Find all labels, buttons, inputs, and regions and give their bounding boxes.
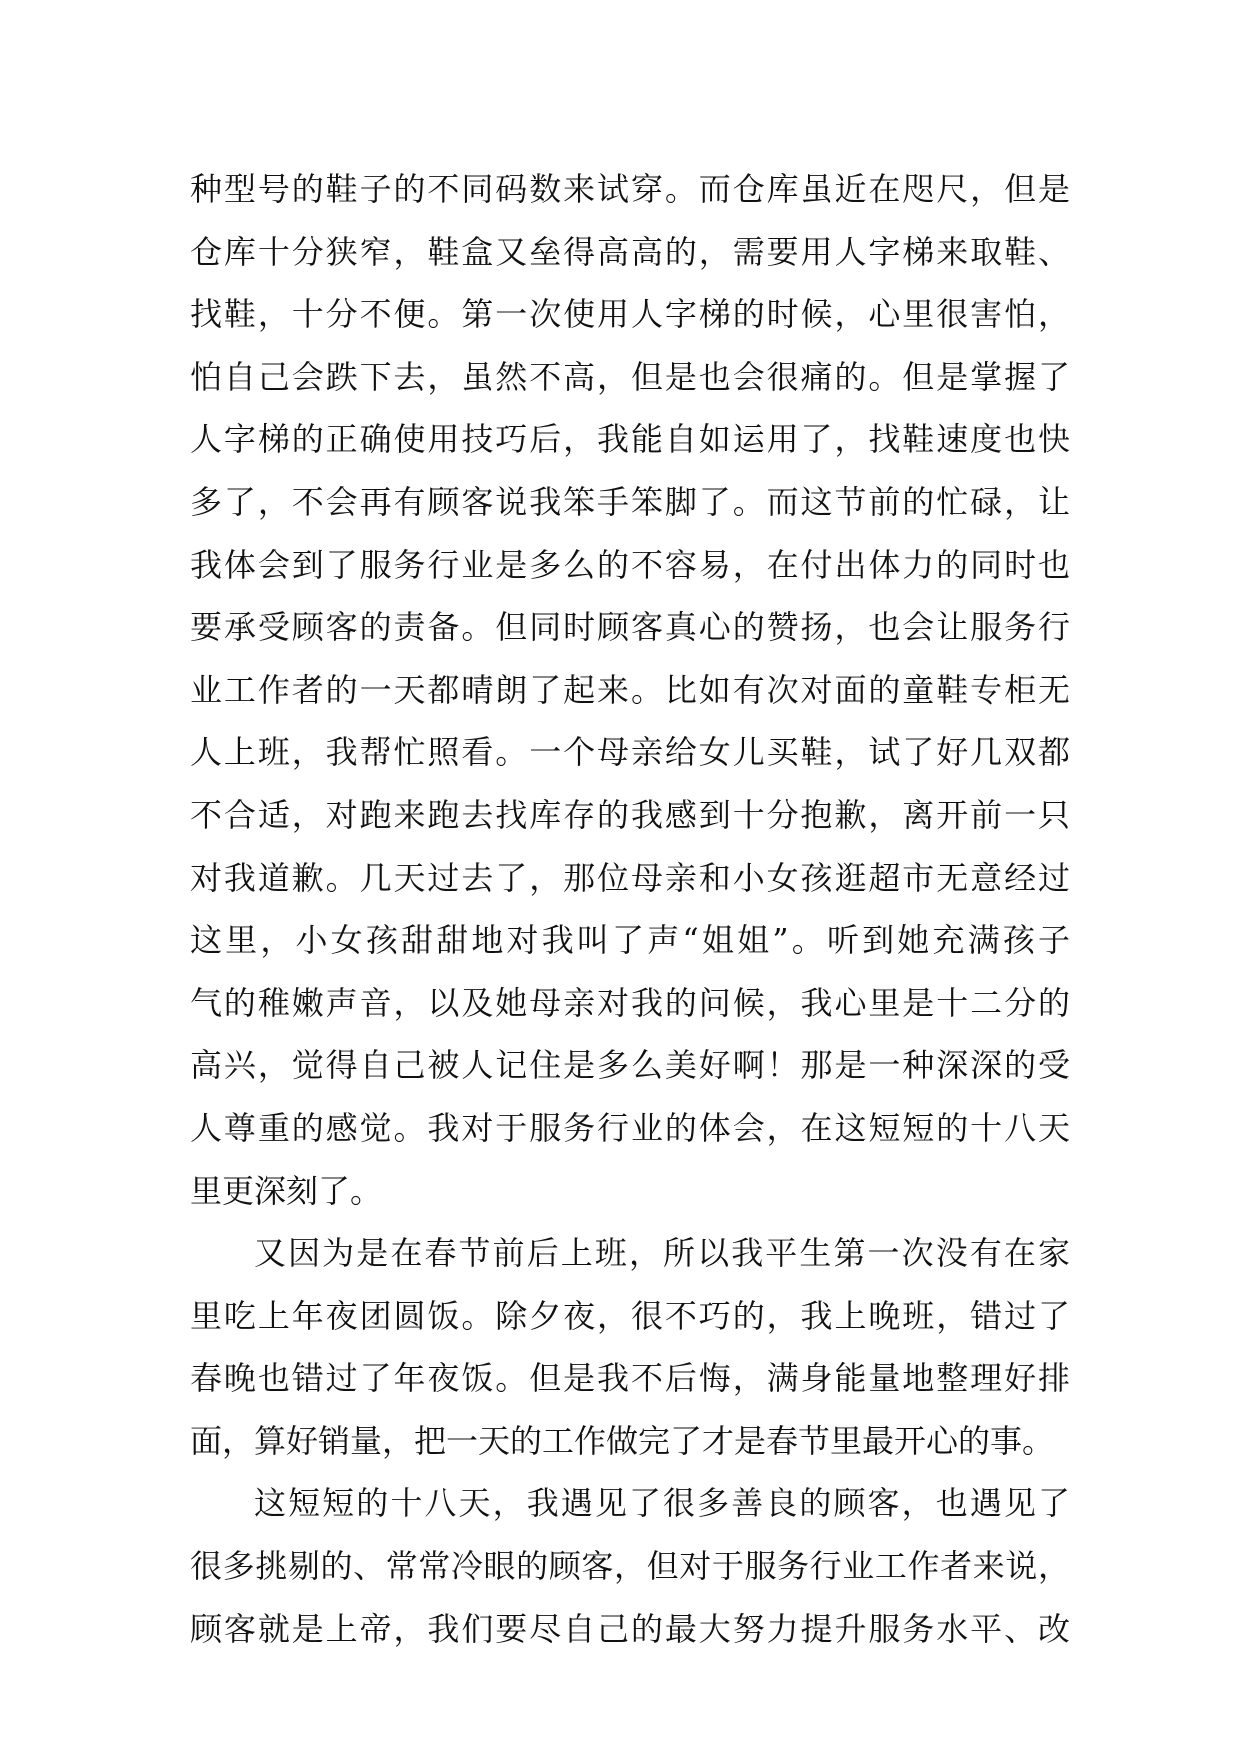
text-line: 这里，小女孩甜甜地对我叫了声“姐姐”。听到她充满孩子 [190, 921, 1070, 960]
text-line: 要承受顾客的责备。但同时顾客真心的赞扬，也会让服务行 [190, 608, 1070, 647]
text-line: 春晚也错过了年夜饭。但是我不后悔，满身能量地整理好排 [190, 1359, 1070, 1398]
text-line: 里更深刻了。 [190, 1171, 383, 1210]
text-line: 找鞋，十分不便。第一次使用人字梯的时候，心里很害怕， [190, 295, 1070, 334]
text-line: 很多挑剔的、常常冷眼的顾客，但对于服务行业工作者来说， [190, 1547, 1070, 1586]
text-line: 高兴，觉得自己被人记住是多么美好啊！那是一种深深的受 [190, 1046, 1070, 1085]
text-line: 种型号的鞋子的不同码数来试穿。而仓库虽近在咫尺，但是 [190, 170, 1070, 208]
text-line: 对我道歉。几天过去了，那位母亲和小女孩逛超市无意经过 [190, 858, 1070, 897]
text-line: 这短短的十八天，我遇见了很多善良的顾客，也遇见了 [254, 1484, 1070, 1523]
text-line: 仓库十分狭窄，鞋盒又垒得高高的，需要用人字梯来取鞋、 [190, 232, 1070, 271]
body-text [190, 158, 1070, 1660]
text-line: 多了，不会再有顾客说我笨手笨脚了。而这节前的忙碌，让 [190, 482, 1070, 521]
text-line: 人尊重的感觉。我对于服务行业的体会，在这短短的十八天 [190, 1108, 1070, 1147]
text-line: 里吃上年夜团圆饭。除夕夜，很不巧的，我上晚班，错过了 [190, 1296, 1070, 1335]
text-line: 人上班，我帮忙照看。一个母亲给女儿买鞋，试了好几双都 [190, 733, 1070, 772]
text-line: 我体会到了服务行业是多么的不容易，在付出体力的同时也 [190, 545, 1070, 584]
text-line: 不合适，对跑来跑去找库存的我感到十分抱歉，离开前一只 [190, 795, 1070, 834]
text-line: 怕自己会跌下去，虽然不高，但是也会很痛的。但是掌握了 [190, 357, 1070, 396]
text-line: 业工作者的一天都晴朗了起来。比如有次对面的童鞋专柜无 [190, 670, 1070, 709]
text-line: 又因为是在春节前后上班，所以我平生第一次没有在家 [254, 1234, 1070, 1273]
text-line: 气的稚嫩声音，以及她母亲对我的问候，我心里是十二分的 [190, 983, 1070, 1022]
text-line: 面，算好销量，把一天的工作做完了才是春节里最开心的事。 [190, 1421, 1055, 1460]
text-line: 顾客就是上帝，我们要尽自己的最大努力提升服务水平、改 [190, 1609, 1070, 1648]
text-line: 人字梯的正确使用技巧后，我能自如运用了，找鞋速度也快 [190, 420, 1070, 459]
